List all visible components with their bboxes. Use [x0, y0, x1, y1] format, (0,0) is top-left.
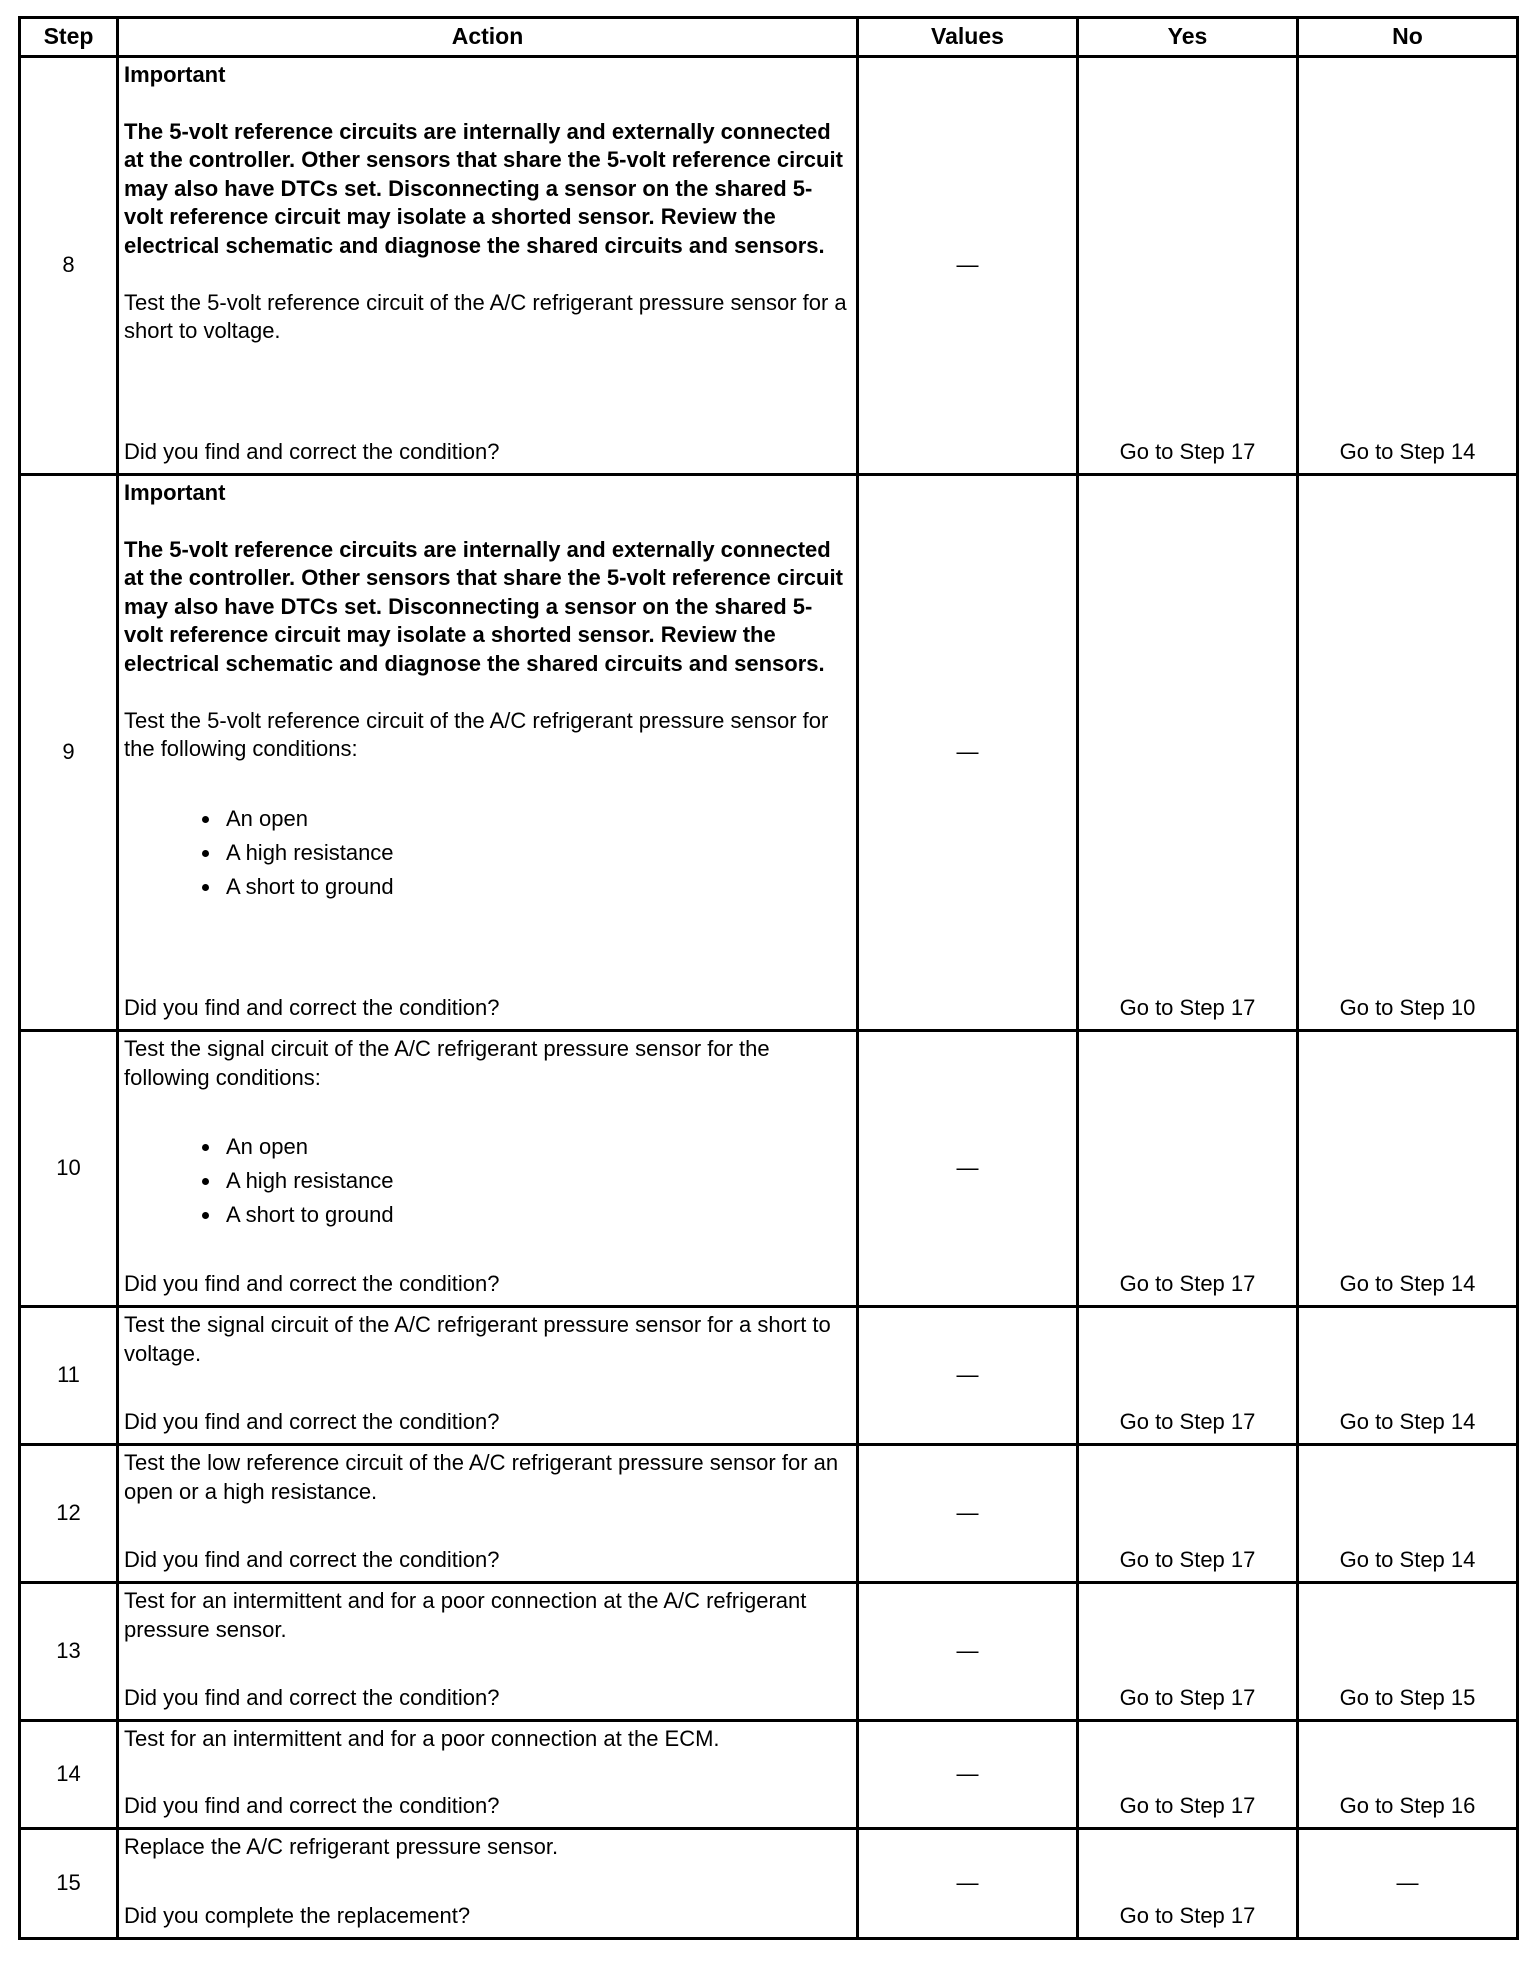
- condition-list: [124, 802, 850, 904]
- header-action: Action: [118, 18, 858, 57]
- list-item: • A short to ground: [222, 1198, 850, 1232]
- step-number: 12: [20, 1445, 118, 1583]
- question-text: Did you find and correct the condition?: [124, 1685, 500, 1711]
- instruction-text: Test the signal circuit of the A/C refrigerant pressure sensor for a short to voltage.: [124, 1312, 831, 1366]
- table-row: [20, 1307, 1518, 1445]
- table-row: [20, 1829, 1518, 1939]
- diagnostic-table-page: [18, 16, 1516, 1940]
- no-cell: Go to Step 16: [1298, 1721, 1518, 1829]
- action-cell: [118, 1721, 858, 1829]
- step-number: 10: [20, 1031, 118, 1307]
- yes-cell: Go to Step 17: [1078, 1583, 1298, 1721]
- question-text: Did you find and correct the condition?: [124, 1793, 500, 1819]
- list-item: • An open: [222, 802, 850, 836]
- important-label: Important: [124, 62, 226, 87]
- instruction-text: Test the low reference circuit of the A/C refrigerant pressure sensor for an open or a high resistance.: [124, 1450, 839, 1504]
- step-number: 9: [20, 475, 118, 1031]
- action-cell: [118, 1307, 858, 1445]
- question-text: Did you find and correct the condition?: [124, 1271, 500, 1297]
- table-row: [20, 57, 1518, 475]
- action-cell: [118, 1829, 858, 1939]
- instruction-text: Replace the A/C refrigerant pressure sensor.: [124, 1834, 559, 1859]
- no-cell: Go to Step 14: [1298, 1445, 1518, 1583]
- values-cell: —: [858, 1583, 1078, 1721]
- list-item: • A high resistance: [222, 1164, 850, 1198]
- action-cell: [118, 1445, 858, 1583]
- action-cell: [118, 1583, 858, 1721]
- yes-cell: Go to Step 17: [1078, 1721, 1298, 1829]
- yes-cell: Go to Step 17: [1078, 1307, 1298, 1445]
- values-cell: —: [858, 57, 1078, 475]
- no-cell: Go to Step 14: [1298, 1031, 1518, 1307]
- values-cell: —: [858, 1031, 1078, 1307]
- no-cell: Go to Step 15: [1298, 1583, 1518, 1721]
- yes-cell: Go to Step 17: [1078, 1031, 1298, 1307]
- yes-cell: Go to Step 17: [1078, 57, 1298, 475]
- instruction-text: Test the 5-volt reference circuit of the A/C refrigerant pressure sensor for a short to voltage.: [124, 289, 847, 344]
- table-row: [20, 475, 1518, 1031]
- instruction-text: Test the signal circuit of the A/C refrigerant pressure sensor for the following conditions:: [124, 1036, 770, 1090]
- table-header-row: [20, 18, 1518, 57]
- step-number: 15: [20, 1829, 118, 1939]
- header-step: Step: [20, 18, 118, 57]
- condition-list: [124, 1130, 850, 1232]
- step-number: 11: [20, 1307, 118, 1445]
- step-number: 8: [20, 57, 118, 475]
- table-row: [20, 1721, 1518, 1829]
- no-cell: Go to Step 10: [1298, 475, 1518, 1031]
- no-cell: Go to Step 14: [1298, 1307, 1518, 1445]
- question-text: Did you find and correct the condition?: [124, 1409, 500, 1435]
- table-row: [20, 1031, 1518, 1307]
- step-number: 14: [20, 1721, 118, 1829]
- yes-cell: Go to Step 17: [1078, 1829, 1298, 1939]
- yes-cell: Go to Step 17: [1078, 1445, 1298, 1583]
- important-label: Important: [124, 480, 226, 505]
- action-cell: [118, 57, 858, 475]
- important-text: The 5-volt reference circuits are internally and externally connected at the controller. Other sensors that share the 5-volt reference circuit may also have DTCs set. Disconnecting a sensor on the shared 5-volt reference circuit may isolate a shorted sensor. Review the electrical schematic and diagnose the shared circuits and sensors.: [124, 536, 843, 676]
- table-row: [20, 1445, 1518, 1583]
- header-values: Values: [858, 18, 1078, 57]
- values-cell: —: [858, 1445, 1078, 1583]
- important-text: The 5-volt reference circuits are internally and externally connected at the controller. Other sensors that share the 5-volt reference circuit may also have DTCs set. Disconnecting a sensor on the shared 5-volt reference circuit may isolate a shorted sensor. Review the electrical schematic and diagnose the shared circuits and sensors.: [124, 118, 843, 258]
- instruction-text: Test for an intermittent and for a poor connection at the A/C refrigerant pressure sensor.: [124, 1588, 807, 1642]
- diagnostic-steps-table: [18, 16, 1519, 1940]
- values-cell: —: [858, 1307, 1078, 1445]
- action-cell: [118, 1031, 858, 1307]
- header-no: No: [1298, 18, 1518, 57]
- question-text: Did you complete the replacement?: [124, 1903, 471, 1929]
- yes-cell: Go to Step 17: [1078, 475, 1298, 1031]
- question-text: Did you find and correct the condition?: [124, 439, 500, 465]
- question-text: Did you find and correct the condition?: [124, 1547, 500, 1573]
- table-row: [20, 1583, 1518, 1721]
- action-cell: [118, 475, 858, 1031]
- step-number: 13: [20, 1583, 118, 1721]
- values-cell: —: [858, 475, 1078, 1031]
- header-yes: Yes: [1078, 18, 1298, 57]
- instruction-text: Test the 5-volt reference circuit of the A/C refrigerant pressure sensor for the following conditions:: [124, 707, 829, 762]
- question-text: Did you find and correct the condition?: [124, 995, 500, 1021]
- instruction-text: Test for an intermittent and for a poor connection at the ECM.: [124, 1726, 720, 1751]
- no-cell: —: [1298, 1829, 1518, 1939]
- list-item: • A high resistance: [222, 836, 850, 870]
- no-cell: Go to Step 14: [1298, 57, 1518, 475]
- list-item: • An open: [222, 1130, 850, 1164]
- list-item: • A short to ground: [222, 870, 850, 904]
- values-cell: —: [858, 1829, 1078, 1939]
- values-cell: —: [858, 1721, 1078, 1829]
